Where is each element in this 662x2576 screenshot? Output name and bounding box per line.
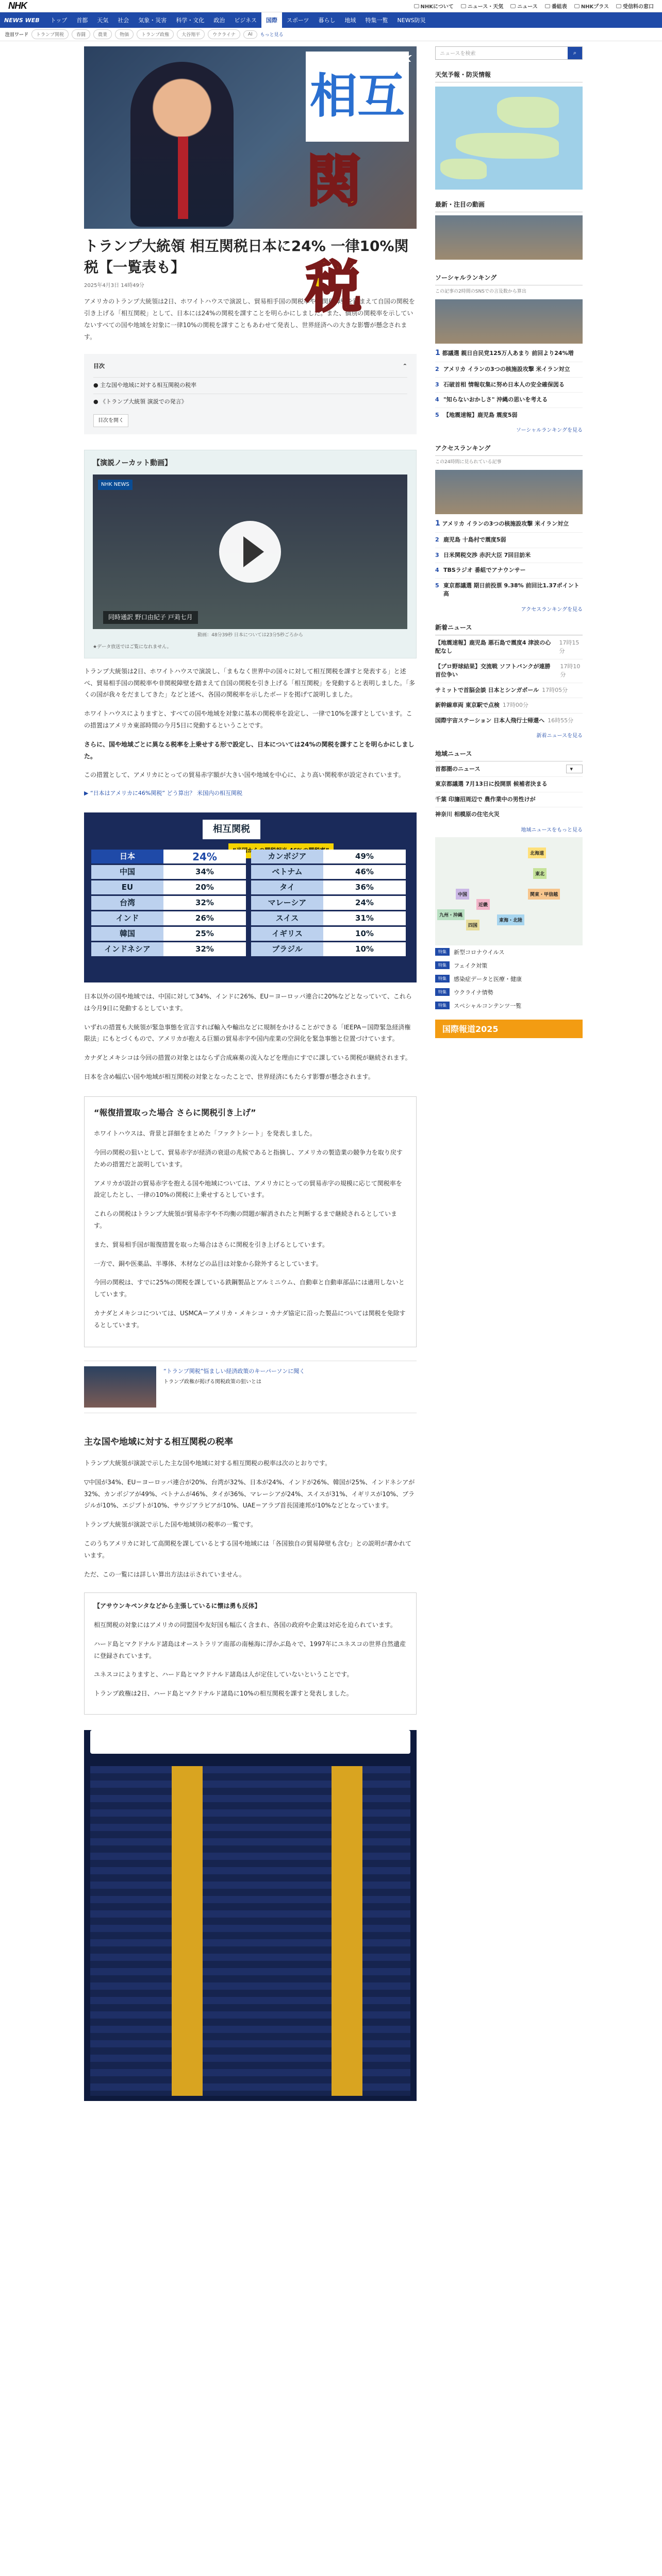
paragraph: トランプ大統領が演説で示した主な国や地域に対する相互関税の税率は次のとおりです。 [84, 1459, 332, 1467]
toc-item[interactable]: ● 《トランプ大統領 演説での発言》 [93, 394, 407, 410]
news-item[interactable]: 【地震速報】鹿児島 悪石島で震度4 津波の心配なし 17時15分 [435, 635, 583, 659]
article-title: トランプ大統領 相互関税日本に24% 一律10%関税【一覧表も】 [84, 238, 409, 276]
access-more-link[interactable]: アクセスランキングを見る [521, 606, 583, 613]
nav-item[interactable]: NEWS防災 [397, 17, 426, 24]
top-link-0[interactable]: NHKについて [414, 2, 454, 10]
paragraph: 日本以外の国や地域では、中国に対して34%、インドに26%、EU＝ヨーロッパ連合に20%などとなっていて、これらは今月9日に発動するとしています。 [84, 993, 412, 1012]
access-title: アクセスランキング [435, 440, 583, 456]
region-title: 地域ニュース [435, 746, 583, 761]
access-rank-item[interactable]: 4 TBSラジオ 番組でアナウンサー [435, 563, 583, 578]
paragraph: この措置として、アメリカにとっての貿易赤字額が大きい国や地域を中心に、より高い関税率が設定されています。 [84, 771, 405, 779]
toc-title: 目次 [93, 363, 105, 370]
new-more-link[interactable]: 新着ニュースを見る [536, 733, 583, 739]
related-thumbnail[interactable] [84, 1366, 156, 1408]
video-title: 【演説ノーカット動画】 [93, 459, 172, 468]
quote-paragraph: また、貿易相手国が報復措置を取った場合はさらに関税を引き上げるとしています。 [94, 1241, 329, 1248]
window-icon [510, 4, 516, 8]
tariff-row [91, 942, 246, 956]
keyword-label: 注目ワード [5, 32, 29, 38]
nav-item[interactable]: ビジネス [234, 17, 257, 24]
tariff-rate: 34% [163, 865, 246, 879]
tariff-list-header [90, 1730, 410, 1754]
tariff-rate: 46% [323, 865, 406, 879]
quote-paragraph: ホワイトハウスは、背景と詳細をまとめた「ファクトシート」を発表しました。 [94, 1130, 316, 1138]
region-select-row [435, 765, 583, 773]
tariff-rate: 10% [323, 942, 406, 956]
tariff-rate: 32% [163, 942, 246, 956]
tariff-row [91, 865, 246, 879]
tariff-country: スイス [251, 911, 323, 925]
nav-item-active[interactable]: 国際 [261, 12, 282, 28]
tariff-country: 日本 [91, 850, 163, 863]
related-link[interactable]: ▶ “日本はアメリカに46%関税” どう算出？ 米国内の相互関税 [84, 790, 243, 797]
nav-item[interactable]: トップ [50, 17, 68, 24]
tariff-country: 台湾 [91, 896, 163, 910]
tariff-country: タイ [251, 880, 323, 894]
access-rank-item[interactable]: 5 東京都議選 期日前投票 9.38% 前回比1.37ポイント高 [435, 578, 583, 602]
tariff-list-column [172, 1766, 203, 2096]
tariff-row [251, 896, 406, 910]
info-paragraph: ユネスコによりますと、ハード島とマクドナルド諸島は人が定住していないということです。 [94, 1671, 353, 1679]
related-sub: トランプ政権が掲げる関税政策の狙いとは [163, 1379, 261, 1385]
ad-banner[interactable]: 国際報道2025 [435, 1020, 583, 1038]
social-more-link[interactable]: ソーシャルランキングを見る [516, 428, 583, 433]
window-icon [545, 4, 550, 8]
related-article[interactable] [84, 1361, 417, 1413]
tariff-country: 中国 [91, 865, 163, 879]
video-warning: ★データ放送ではご覧になれません。 [93, 644, 172, 650]
graphic-title: 相互関税 [203, 820, 260, 839]
quote-paragraph: アメリカが設計の貿易赤字を抱える国や地域については、アメリカにとっての貿易赤字の規模に応じて関税率を設定したとし、一律の10%の関税に上乗せするとしています。 [94, 1179, 402, 1199]
region-kinki[interactable]: 近畿 [476, 899, 490, 910]
tariff-row [251, 865, 406, 879]
news-web-brand[interactable]: NEWS WEB [4, 16, 40, 24]
region-chugoku[interactable]: 中国 [456, 889, 469, 900]
nav-item[interactable]: 特集一覧 [365, 17, 388, 24]
rank-thumbnail[interactable] [435, 299, 583, 344]
tariff-rate: 24% [163, 850, 246, 863]
top-link-1[interactable]: ニュース・天気 [461, 2, 504, 10]
tariff-country: ベトナム [251, 865, 323, 879]
speaker-tie [178, 137, 188, 219]
service-item[interactable]: 特集 フェイク対策 [435, 959, 583, 972]
nav-item[interactable]: スポーツ [286, 17, 309, 24]
tariff-country: カンボジア [251, 850, 323, 863]
region-select[interactable]: ▾ [566, 765, 583, 773]
paragraph: ホワイトハウスによりますと、すべての国や地域を対象に基本の関税率を設定し、一律で10%を課すとしています。この措置はアメリカ東部時間の今月5日に発動するということです。 [84, 710, 412, 730]
tariff-rate: 49% [323, 850, 406, 863]
section-title: 主な国や地域に対する相互関税の税率 [84, 1436, 233, 1447]
hero-text-2: 関税 [306, 149, 362, 320]
video-badge: NHK NEWS [98, 480, 133, 490]
keyword-chip[interactable]: AI [243, 30, 257, 39]
video-section [84, 450, 417, 658]
map-land [497, 97, 559, 128]
access-sub: この24時間に見られている記事 [435, 460, 502, 465]
video-player[interactable] [93, 474, 407, 629]
news-item[interactable]: 【プロ野球結果】交流戦 ソフトバンクが連勝 首位争い 17時10分 [435, 659, 583, 683]
social-rank-1[interactable]: 1 都議選 親日自民党125万人あまり 前回より24%増 [435, 296, 583, 362]
tariff-rate: 25% [163, 927, 246, 941]
region-shikoku[interactable]: 四国 [466, 920, 479, 930]
region-news-item[interactable]: 神奈川 相模原の住宅火災 [435, 807, 583, 822]
news-item[interactable]: 新幹線車両 東京駅で点検 17時00分 [435, 698, 583, 713]
paragraph: いずれの措置も大統領が緊急事態を宣言すれば輸入や輸出などに規制をかけることができる「IEEPA＝国際緊急経済権限法」にもとづくもので、アメリカが抱える巨額の貿易赤字や国内産業の空洞化を緊急事態と位置づけています。 [84, 1023, 411, 1043]
top-link-3[interactable]: 番組表 [545, 2, 567, 10]
tariff-country: インドネシア [91, 942, 163, 956]
region-tokai[interactable]: 東海・北陸 [497, 914, 524, 925]
social-sub: この記事の2時間のSNSでの言及数から算出 [435, 289, 526, 294]
nav-item[interactable]: 天気 [97, 17, 109, 24]
map-land [456, 133, 559, 159]
quote-title: “報復措置取った場合 さらに関税引き上げ” [94, 1107, 256, 1117]
nhk-logo[interactable]: NHK [8, 1, 27, 11]
keyword-more-link[interactable]: もっと見る [260, 32, 284, 38]
tariff-country: インド [91, 911, 163, 925]
tariff-list-column [332, 1766, 362, 2096]
tariff-rate: 10% [323, 927, 406, 941]
nav-item[interactable]: 暮らし [318, 17, 336, 24]
video-caption: 同時通訳 野口由紀子 戸苅七月 [103, 611, 198, 624]
keyword-chip[interactable]: トランプ関税 [31, 29, 69, 39]
region-news-item[interactable]: 東京都議選 7月13日に投開票 候補者決まる [435, 776, 583, 792]
info-paragraph: トランプ政権は2日、ハード島とマクドナルド諸島に10%の相互関税を課すと発表しました。 [94, 1690, 353, 1698]
keyword-chip[interactable]: 物価 [115, 29, 134, 39]
tariff-row [251, 880, 406, 894]
hero-brand: NHK [388, 54, 411, 64]
rank-thumbnail[interactable] [435, 470, 583, 514]
nav-item[interactable]: 政治 [213, 17, 225, 24]
tariff-row [91, 927, 246, 941]
weather-map[interactable] [435, 87, 583, 190]
tariff-country: イギリス [251, 927, 323, 941]
paragraph: 日本を含め幅広い国や地域が相互関税の対象となったことで、世界経済にもたらす影響が懸念されます。 [84, 1073, 374, 1081]
search-icon[interactable]: ⌕ [568, 47, 582, 59]
window-icon [414, 4, 419, 8]
video-length: 動画：48分39秒 日本については23分5秒ごろから [197, 632, 303, 638]
paragraph: トランプ大統領が演説で示した国や地域別の税率の一覧です。 [84, 1521, 257, 1529]
window-icon [616, 4, 621, 8]
hero-text-1: 相互 [306, 52, 409, 142]
paragraph: さらに、国や地域ごとに異なる税率を上乗せする形で設定し、日本については24%の関税を課すことを明らかにしました。 [84, 740, 415, 760]
social-rank-item[interactable]: 3 石破首相 情報収集に努め日本人の安全確保図る [435, 377, 583, 393]
window-icon [461, 4, 466, 8]
info-paragraph: ハード島とマクドナルド諸島はオーストラリア南部の南極海に浮かぶ島々で、1997年にユネスコの世界自然遺産に登録されています。 [94, 1640, 406, 1659]
tariff-country: 韓国 [91, 927, 163, 941]
video-thumbnail[interactable] [435, 215, 583, 260]
region-more-link[interactable]: 地域ニュースをもっと見る [521, 827, 583, 833]
news-item[interactable]: サミットで首脳会談 日本とシンガポール 17時05分 [435, 683, 583, 698]
quote-paragraph: 今回の関税の狙いとして、貿易赤字が経済の衰退の兆候であると指摘し、アメリカの製造業の競争力を取り戻すための措置だと説明しています。 [94, 1149, 403, 1168]
top-link-4[interactable]: NHKプラス [574, 2, 609, 10]
chevron-up-icon[interactable]: ⌃ [402, 363, 407, 370]
nav-item[interactable]: 気象・災害 [138, 17, 167, 24]
article [84, 46, 417, 2101]
tariff-rate: 24% [323, 896, 406, 910]
paragraph: トランプ大統領は2日、ホワイトハウスで演説し、「まもなく世界中の国々に対して相互関税を課すと発表する」と述べ、貿易相手国の関税率や非関税障壁を踏まえて自国の関税を引き上げる「相互関税」を発動すると表明しました。「多くの国が我々をだましてきた」などと述べ、各国の関税率を示したボードを掲げて説明しました。 [84, 667, 416, 699]
tariff-list-image [84, 1730, 417, 2101]
tariff-row [91, 896, 246, 910]
quote-paragraph: 今回の関税は、すでに25%の関税を課している鉄鋼製品とアルミニウム、自動車と自動車部品には適用しないとしています。 [94, 1279, 405, 1298]
play-icon[interactable] [219, 521, 281, 583]
related-title[interactable]: “トランプ関税”悩ましい経済政策のキーパーソンに聞く [163, 1367, 305, 1375]
paragraph: カナダとメキシコは今回の措置の対象とはならず合成麻薬の流入などを理由にすでに課している関税が継続されます。 [84, 1054, 411, 1062]
article-date: 2025年4月3日 14時49分 [84, 283, 144, 289]
tariff-rate: 20% [163, 880, 246, 894]
nav-item[interactable]: 地域 [344, 17, 356, 24]
tariff-table [91, 850, 406, 958]
tariff-country: マレーシア [251, 896, 323, 910]
quote-box [84, 1096, 417, 1347]
access-rank-item[interactable]: 3 日米関税交渉 赤沢大臣 7回目訪米 [435, 548, 583, 563]
region-kyushu[interactable]: 九州・沖縄 [437, 909, 465, 920]
keyword-chip[interactable]: 大谷翔平 [177, 29, 205, 39]
paragraph: ▽中国が34%、EU＝ヨーロッパ連合が20%、台湾が32%、日本が24%、インドが26%、韓国が25%、インドネシアが32%、カンボジアが49%、ベトナムが46%、タイが36%、マレーシアが24%、スイスが31%、イギリスが10%、ブラジルが10%、エジプトが10%、サウジアラビアが10%、UAE＝アラブ首長国連邦が10%などとなっています。 [84, 1478, 415, 1510]
social-rank-item[interactable]: 5 【地震速報】鹿児島 震度5弱 [435, 408, 583, 423]
keyword-chip[interactable]: 春闘 [72, 29, 90, 39]
service-item[interactable]: 特集 感染症データと医療・健康 [435, 972, 583, 986]
quote-paragraph: 一方で、銅や医薬品、半導体、木材などの品目は対象から除外するとしています。 [94, 1260, 322, 1267]
tariff-row [251, 942, 406, 956]
tariff-row [251, 850, 406, 863]
tariff-rate: 26% [163, 911, 246, 925]
social-rank-item[interactable]: 2 アメリカ イランの3つの核施設攻撃 米イラン対立 [435, 362, 583, 377]
search-input[interactable]: ニュースを検索 [440, 51, 476, 57]
tariff-row [91, 850, 246, 863]
tariff-row [91, 911, 246, 925]
quote-paragraph: カナダとメキシコについては、USMCA＝アメリカ・メキシコ・カナダ協定に沿った製品については関税を免除するとしています。 [94, 1310, 406, 1329]
info-paragraph: 相互関税の対象にはアメリカの同盟国や友好国も幅広く含まれ、各国の政府や企業は対応を迫られています。 [94, 1621, 396, 1629]
table-of-contents [84, 354, 417, 434]
toc-item[interactable]: ● 主な国や地域に対する相互関税の税率 [93, 377, 407, 394]
region-tohoku[interactable]: 東北 [533, 868, 547, 879]
search-box[interactable] [435, 46, 583, 60]
service-item[interactable]: 特集 ウクライナ情勢 [435, 986, 583, 999]
sidebar [435, 46, 583, 2101]
main-nav [0, 12, 662, 28]
region-kanto[interactable]: 関東・甲信越 [528, 889, 560, 900]
tariff-row [91, 880, 246, 894]
top-link-2[interactable]: ニュース [510, 2, 538, 10]
region-label: 首都圏のニュース [435, 766, 481, 772]
map-land [440, 159, 487, 179]
tariff-rate: 32% [163, 896, 246, 910]
keyword-chip[interactable]: トランプ政権 [137, 29, 174, 39]
info-box-title: 【アサウンキペンタなどから主張しているに懐は勇も反体】 [94, 1602, 261, 1610]
access-rank-item[interactable]: 2 鹿児島 十島村で震度5弱 [435, 532, 583, 548]
tariff-country: EU [91, 880, 163, 894]
region-hokkaido[interactable]: 北海道 [528, 848, 546, 858]
paragraph: ただ、この一覧には詳しい算出方法は示されていません。 [84, 1570, 245, 1578]
keyword-chip[interactable]: ウクライナ [208, 29, 240, 39]
tariff-row [251, 927, 406, 941]
latest-video-title: 最新・注目の動画 [435, 197, 583, 212]
latest-video[interactable] [435, 212, 583, 263]
nav-item[interactable]: 首都 [76, 17, 88, 24]
tariff-graphic [84, 812, 417, 982]
article-lead: アメリカのトランプ大統領は2日、ホワイトハウスで演説し、貿易相手国の関税率や非関税障壁を踏まえて自国の関税を引き上げる「相互関税」として、日本には24%の関税を課すことを明らかにしました。また、個別の関税率を示していないすべての国や地域を対象に一律10%の関税を課すこともあわせて発表し、世界経済への大きな影響が懸念されます。 [84, 298, 415, 341]
nav-item[interactable]: 社会 [118, 17, 129, 24]
nav-item[interactable]: 科学・文化 [176, 17, 205, 24]
tariff-rate: 31% [323, 911, 406, 925]
service-item[interactable]: 特集 新型コロナウイルス [435, 945, 583, 959]
quote-paragraph: これらの関税はトランプ大統領が貿易赤字や不均衡の問題が解消されたと判断するまで継続されるとしています。 [94, 1210, 398, 1230]
tariff-row [251, 911, 406, 925]
paragraph: このうちアメリカに対して高関税を課しているとする国や地域には「各国独自の貿易障壁も含む」との説明が書かれています。 [84, 1539, 412, 1559]
keyword-bar [0, 28, 662, 41]
tariff-rate: 36% [323, 880, 406, 894]
toc-open-button[interactable]: 目次を開く [93, 414, 128, 427]
top-bar [0, 0, 662, 12]
tariff-country: ブラジル [251, 942, 323, 956]
new-news-title: 新着ニュース [435, 620, 583, 635]
top-links [414, 2, 654, 10]
social-title: ソーシャルランキング [435, 270, 583, 285]
keyword-chip[interactable]: 農業 [93, 29, 112, 39]
region-news-item[interactable]: 千葉 印旛沼周辺で 農作業中の男性けが [435, 792, 583, 807]
window-icon [574, 4, 580, 8]
access-rank-1[interactable]: 1 アメリカ イランの3つの核施設攻撃 米イラン対立 [435, 467, 583, 532]
social-rank-item[interactable]: 4 "知らないおかしさ" 沖縄の思いを考える [435, 392, 583, 408]
info-box [84, 1592, 417, 1715]
weather-title[interactable]: 天気予報・防災情報 [435, 67, 583, 82]
region-map [435, 837, 583, 945]
service-item[interactable]: 特集 スペシャルコンテンツ一覧 [435, 999, 583, 1012]
news-item[interactable]: 国際宇宙ステーション 日本人飛行士帰還へ 16時55分 [435, 713, 583, 728]
top-link-5[interactable]: 受信料の窓口 [616, 2, 654, 10]
